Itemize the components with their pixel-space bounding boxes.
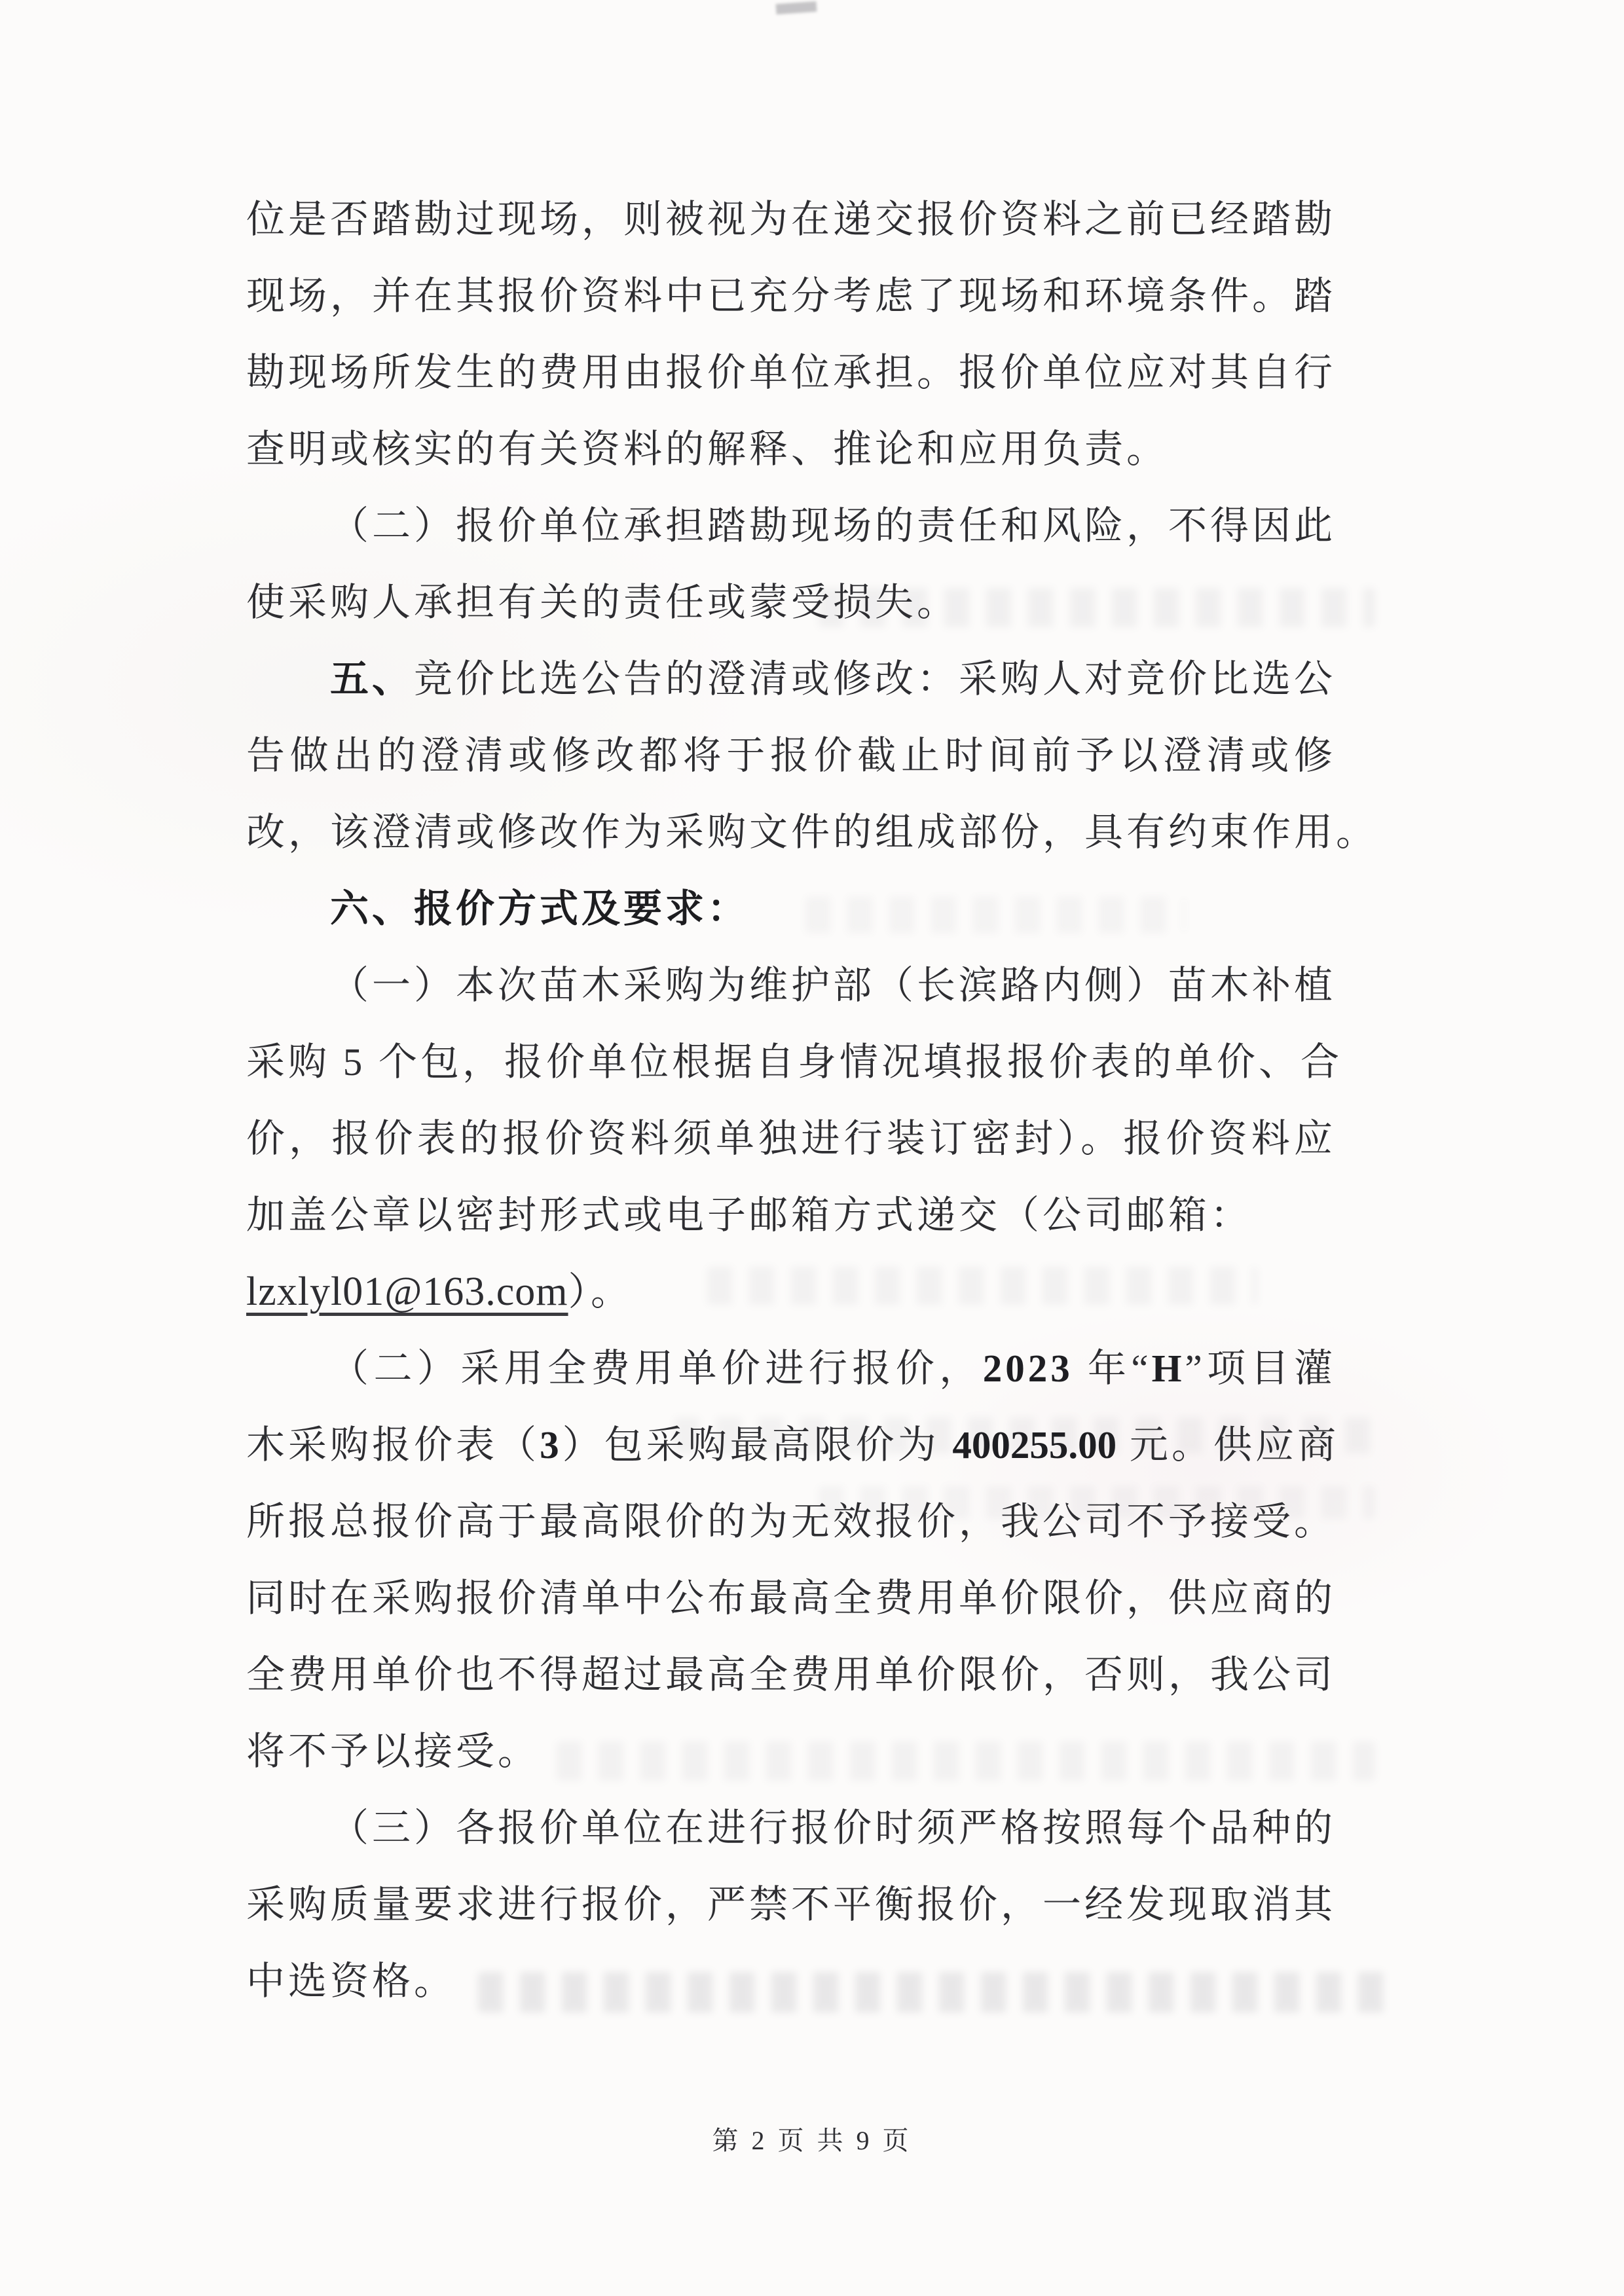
text-segment: 同时在采购报价清单中公布最高全费用单价限价，供应商的 <box>246 1576 1337 1620</box>
text-line <box>246 488 1336 564</box>
text-segment: 所报总报价高于最高限价的为无效报价，我公司不予接受。 <box>246 1500 1337 1543</box>
text-segment: ）。 <box>568 1270 633 1313</box>
heading-segment: 六、报价方式及要求： <box>330 887 750 930</box>
text-line <box>246 1867 1336 1943</box>
heading-segment: 五、 <box>330 657 415 701</box>
text-segment: 告做出的澄清或修改都将于报价截止时间前予以澄清或修 <box>246 734 1336 777</box>
text-segment: 改，该澄清或修改作为采购文件的组成部份，具有约束作用。 <box>246 811 1378 854</box>
text-line <box>246 1254 1336 1330</box>
bold-number-segment: H <box>1151 1347 1185 1390</box>
text-line <box>246 1330 1336 1407</box>
number-segment: 5 <box>342 1040 366 1084</box>
text-line <box>246 947 1336 1024</box>
text-line <box>246 1790 1336 1867</box>
text-segment: 查明或核实的有关资料的解释、推论和应用负责。 <box>246 428 1169 471</box>
bold-number-segment: 3 <box>540 1423 559 1467</box>
text-line <box>246 1560 1336 1637</box>
text-segment: （一）本次苗木采购为维护部（长滨路内侧）苗木补植 <box>330 964 1337 1007</box>
text-segment: （二）报价单位承担踏勘现场的责任和风险，不得因此 <box>330 504 1337 547</box>
text-segment: 中选资格。 <box>246 1959 456 2003</box>
text-line <box>246 1484 1336 1560</box>
text-segment: 价，报价表的报价资料须单独进行装订密封）。报价资料应 <box>246 1117 1336 1160</box>
text-segment: 位是否踏勘过现场，则被视为在递交报价资料之前已经踏勘 <box>246 198 1337 241</box>
text-line <box>246 871 1336 947</box>
text-segment: 采购质量要求进行报价，严禁不平衡报价，一经发现取消其 <box>246 1883 1337 1926</box>
text-segment: 年“ <box>1073 1347 1152 1390</box>
text-line <box>246 258 1336 335</box>
text-segment: 现场，并在其报价资料中已充分考虑了现场和环境条件。踏 <box>246 274 1337 318</box>
text-line <box>246 181 1336 258</box>
text-line <box>246 1177 1336 1254</box>
text-line <box>246 718 1336 794</box>
text-segment: 木采购报价表（ <box>246 1423 540 1467</box>
text-line <box>246 1024 1343 1101</box>
text-segment: （三）各报价单位在进行报价时须严格按照每个品种的 <box>330 1806 1337 1850</box>
text-line <box>246 564 1336 641</box>
text-segment: 个包，报价单位根据自身情况填报报价表的单价、合 <box>365 1040 1343 1084</box>
text-line <box>246 641 1336 718</box>
bold-number-segment: 2023 <box>982 1347 1073 1390</box>
text-line <box>246 335 1336 411</box>
text-segment: （二）采用全费用单价进行报价， <box>330 1347 983 1390</box>
scan-speck <box>776 1 817 14</box>
text-line <box>246 1101 1336 1177</box>
text-segment: 加盖公章以密封形式或电子邮箱方式递交（公司邮箱： <box>246 1194 1253 1237</box>
text-segment: ”项目灌 <box>1185 1347 1336 1390</box>
text-segment: 将不予以接受。 <box>246 1730 540 1773</box>
document-body <box>246 181 1378 2020</box>
text-segment: 使采购人承担有关的责任或蒙受损失。 <box>246 581 959 624</box>
text-segment: ）包采购最高限价为 <box>559 1423 953 1467</box>
text-segment: 采购 <box>246 1040 343 1084</box>
email-text: lzxlyl01@163.com <box>246 1269 568 1314</box>
text-line <box>246 411 1336 488</box>
text-segment: 元。供应商 <box>1116 1423 1336 1467</box>
text-segment: 勘现场所发生的费用由报价单位承担。报价单位应对其自行 <box>246 351 1337 394</box>
text-line <box>246 794 1378 871</box>
text-line <box>246 1943 1336 2020</box>
text-segment: 竞价比选公告的澄清或修改：采购人对竞价比选公 <box>414 657 1337 701</box>
text-line <box>246 1637 1336 1713</box>
text-line <box>246 1713 1336 1790</box>
page-footer: 第 2 页 共 9 页 <box>712 2126 912 2155</box>
text-segment: 全费用单价也不得超过最高全费用单价限价，否则，我公司 <box>246 1653 1337 1696</box>
text-line <box>246 1407 1336 1484</box>
bold-number-segment: 400255.00 <box>952 1423 1117 1467</box>
